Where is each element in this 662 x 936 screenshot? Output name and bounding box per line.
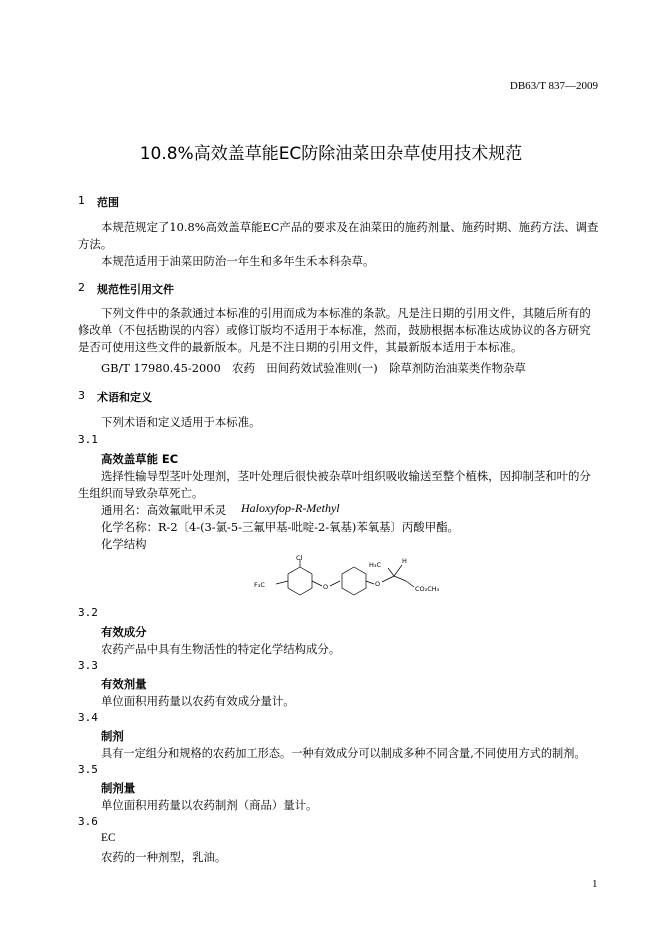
section-3-number: 3 <box>78 389 85 402</box>
term-3-3-number: 3.3 <box>78 659 98 672</box>
term-3-4-number: 3.4 <box>78 711 98 724</box>
chemical-structure-label: 化学结构 <box>101 537 147 551</box>
term-3-4-definition: 具有一定组分和规格的农药加工形态。一种有效成分可以制成多种不同含量,不同使用方式的制剂。 <box>101 747 586 760</box>
section-2-para-line-2: 修改单（不包括勘误的内容）或修订版均不适用于本标准，然而，鼓励根据本标准达成协议的各方研究 <box>78 323 591 337</box>
term-3-6-number: 3.6 <box>78 815 98 828</box>
section-3-intro: 下列术语和定义适用于本标准。 <box>101 415 261 429</box>
term-3-5-title: 制剂量 <box>101 781 136 795</box>
section-2-para-line-1: 下列文件中的条款通过本标准的引用而成为本标准的条款。凡是注日期的引用文件，其随后所有的 <box>101 306 591 320</box>
section-2-title: 规范性引用文件 <box>97 283 174 296</box>
term-3-1-title: 高效盖草能 EC <box>101 452 179 466</box>
common-name-latin: Haloxyfop-R-Methyl <box>241 501 340 515</box>
term-3-3-title: 有效剂量 <box>101 677 147 691</box>
term-3-2-definition: 农药产品中具有生物活性的特定化学结构成分。 <box>101 642 341 656</box>
structure-label-cl: Cl <box>296 554 303 562</box>
term-3-2-title: 有效成分 <box>101 625 147 639</box>
structure-label-h: H <box>402 557 407 565</box>
structure-label-ester: CO₂CH₃ <box>415 585 440 593</box>
structure-label-o-1: O <box>323 583 329 591</box>
section-1-para-1-line-1: 本规范规定了10.8%高效盖草能EC产品的要求及在油菜田的施药剂量、施药时期、施药方法、调查 <box>101 220 599 234</box>
structure-label-o-2: O <box>375 580 381 588</box>
common-name-label: 通用名：高效氟吡甲禾灵 <box>101 503 227 517</box>
chemical-structure-diagram <box>248 553 464 603</box>
term-3-5-definition: 单位面积用药量以农药制剂（商品）量计。 <box>101 798 318 812</box>
normative-reference: GB/T 17980.45-2000 农药 田间药效试验准则(一) 除草剂防治油菜类作物杂草 <box>101 361 526 375</box>
section-2-number: 2 <box>78 281 85 294</box>
term-3-6-title: EC <box>101 832 116 844</box>
term-3-6-definition: 农药的一种剂型，乳油。 <box>101 850 227 864</box>
term-3-2-number: 3.2 <box>78 606 98 619</box>
term-3-5-number: 3.5 <box>78 763 98 776</box>
chemical-name: 化学名称：R-2〔4-(3-氯-5-三氟甲基-吡啶-2-氧基)苯氧基〕丙酸甲酯。 <box>101 520 459 534</box>
section-2-para-line-3: 是否可使用这些文件的最新版本。凡是不注日期的引用文件，其最新版本适用于本标准。 <box>78 340 523 354</box>
page-number: 1 <box>592 878 598 890</box>
term-3-1-definition-line-2: 生组织而导致杂草死亡。 <box>78 486 204 500</box>
term-3-3-definition: 单位面积用药量以农药有效成分量计。 <box>101 694 295 708</box>
standard-code: DB63/T 837—2009 <box>509 80 598 92</box>
section-1-number: 1 <box>78 194 85 207</box>
structure-label-h3c: H₃C <box>369 561 382 569</box>
document-title: 10.8%高效盖草能EC防除油菜田杂草使用技术规范 <box>139 144 523 164</box>
term-3-1-definition-line-1: 选择性输导型茎叶处理剂，茎叶处理后很快被杂草叶组织吸收输送至整个植株，因抑制茎和叶的分 <box>101 469 591 483</box>
section-1-para-2: 本规范适用于油菜田防治一年生和多年生禾本科杂草。 <box>101 254 375 268</box>
section-1-para-1-line-2: 方法。 <box>78 237 113 251</box>
section-3-title: 术语和定义 <box>97 391 152 404</box>
section-1-title: 范围 <box>97 196 119 209</box>
term-3-1-number: 3.1 <box>78 433 98 446</box>
term-3-4-title: 制剂 <box>101 729 124 743</box>
structure-label-cf3: F₃C <box>254 581 265 589</box>
